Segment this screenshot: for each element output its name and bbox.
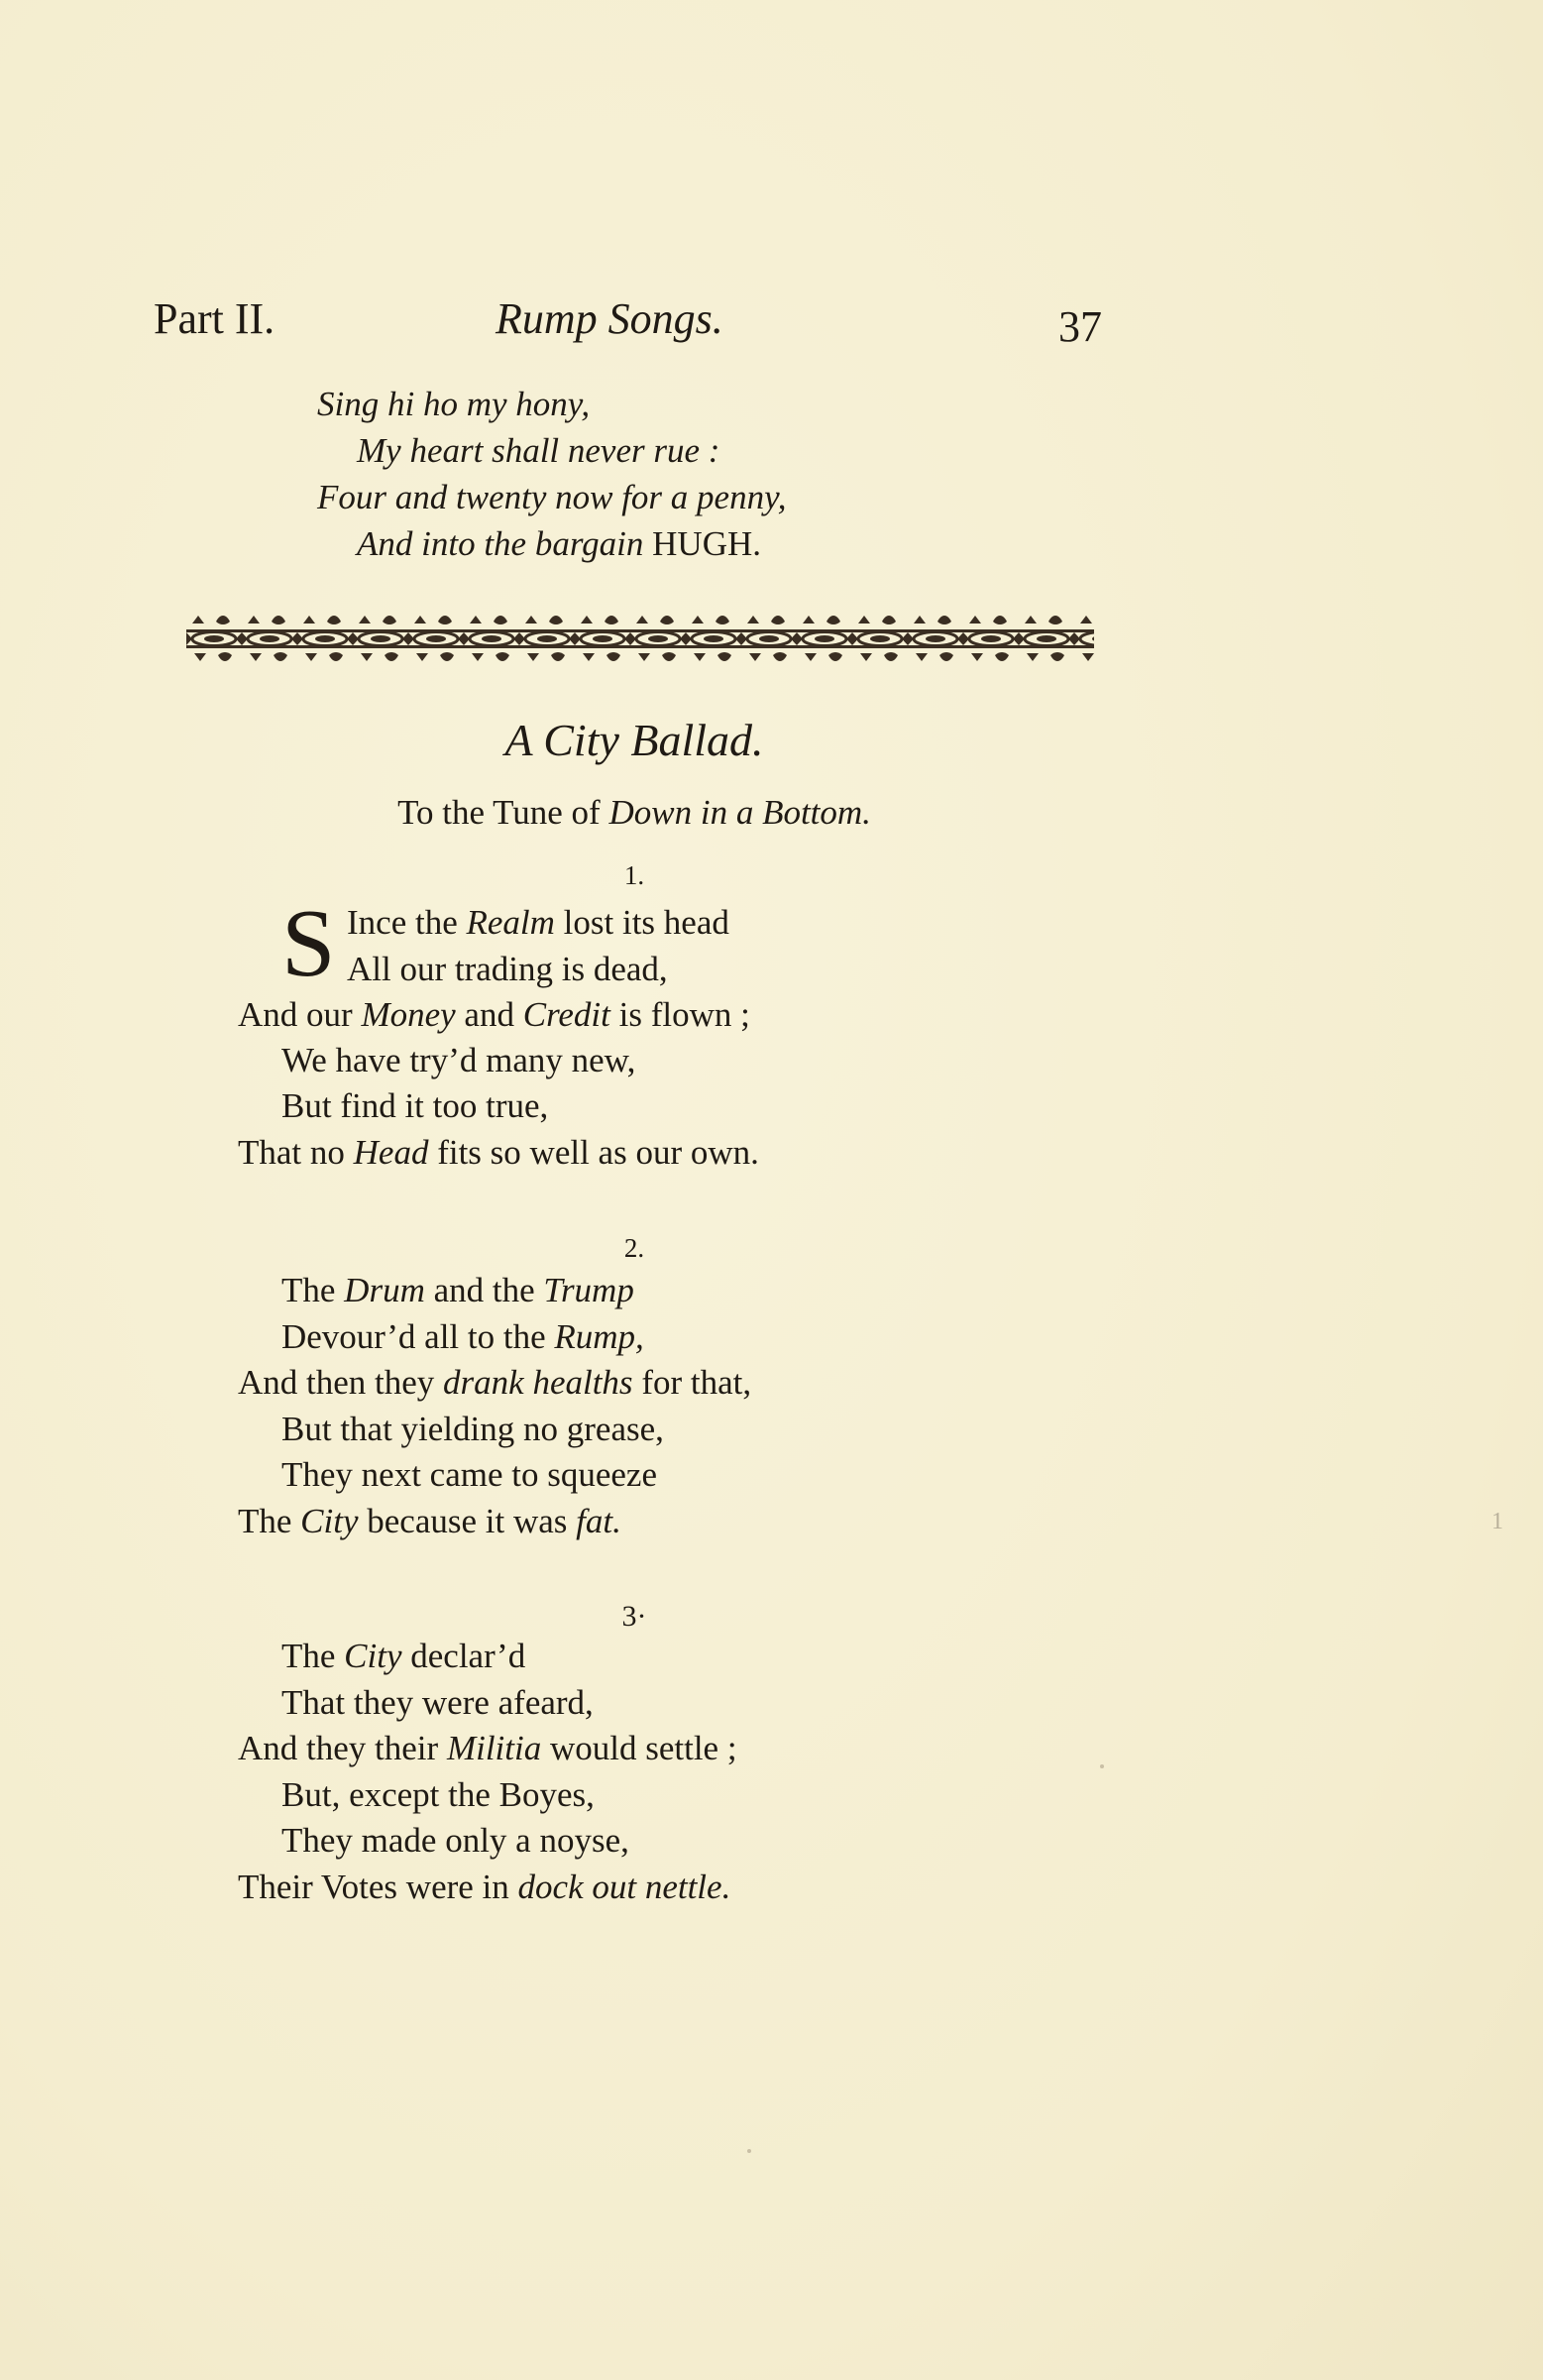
verse-line: Four and twenty now for a penny, <box>317 478 787 516</box>
italic-word: dock out nettle. <box>517 1868 731 1906</box>
italic-word: Trump <box>543 1271 634 1309</box>
text: Ince the <box>347 903 467 942</box>
paper-speck <box>1100 1764 1104 1768</box>
verse-line <box>281 1823 629 1858</box>
verse-line <box>238 1365 751 1400</box>
tune-line <box>0 793 1268 833</box>
page-number: 37 <box>1058 302 1102 351</box>
text: lost its head <box>554 903 729 942</box>
text: But that yielding no grease, <box>281 1410 664 1448</box>
part-label: Part II. <box>154 294 276 343</box>
text: They made only a noyse, <box>281 1821 629 1860</box>
text: and the <box>424 1271 544 1309</box>
stanza-number: 2. <box>623 1233 645 1263</box>
text: But, except the Boyes, <box>281 1775 595 1814</box>
verse-line: My heart shall never rue : <box>357 431 720 470</box>
text: declar’d <box>401 1637 526 1675</box>
text: The <box>238 1502 301 1540</box>
text: And they their <box>238 1729 447 1767</box>
text: is flown ; <box>609 995 750 1034</box>
verse-line <box>238 1135 759 1170</box>
text: They next came to squeeze <box>281 1455 657 1494</box>
verse-line <box>238 1504 621 1538</box>
tune-prefix: To the Tune of <box>397 793 609 832</box>
text: And our <box>238 995 362 1034</box>
text: and <box>455 995 523 1034</box>
italic-word: drank healths <box>443 1363 633 1402</box>
text: Their Votes were in <box>238 1868 518 1906</box>
verse-line <box>281 1043 635 1077</box>
ballad-title: A City Ballad. <box>504 715 764 765</box>
text: Devour’d all to the <box>281 1317 555 1356</box>
verse-line <box>281 1777 595 1812</box>
text: The <box>281 1271 345 1309</box>
text: would settle ; <box>541 1729 737 1767</box>
verse-line <box>281 1319 644 1354</box>
running-title: Rump Songs. <box>496 294 723 343</box>
paper-speck <box>747 2149 751 2153</box>
verse-line <box>281 1412 664 1446</box>
text: because it was <box>358 1502 577 1540</box>
italic-word: Realm <box>466 903 555 942</box>
italic-word: Head <box>353 1133 429 1172</box>
verse-line <box>357 526 761 561</box>
italic-word: City <box>300 1502 359 1540</box>
verse-line: Sing hi ho my hony, <box>317 385 591 423</box>
stanza-number: 1. <box>623 860 645 890</box>
text: We have try’d many new, <box>281 1041 636 1079</box>
italic-word: Drum <box>344 1271 425 1309</box>
verse-line <box>281 1273 634 1307</box>
text: for that, <box>632 1363 752 1402</box>
text: fits so well as our own. <box>428 1133 759 1172</box>
margin-mark: 1 <box>1491 1509 1503 1534</box>
text: And then they <box>238 1363 444 1402</box>
verse-line <box>281 1457 657 1492</box>
verse-line <box>281 1639 525 1673</box>
text: All our trading is dead, <box>347 950 668 988</box>
italic-word: City <box>344 1637 402 1675</box>
verse-line-caps: HUGH. <box>652 524 761 563</box>
verse-line <box>347 905 729 940</box>
italic-word: Rump, <box>554 1317 644 1356</box>
italic-word: Money <box>361 995 456 1034</box>
italic-word: Militia <box>446 1729 542 1767</box>
italic-word: fat. <box>576 1502 621 1540</box>
text: The <box>281 1637 345 1675</box>
verse-line <box>347 952 668 986</box>
verse-line <box>281 1685 594 1720</box>
text: That they were afeard, <box>281 1683 594 1722</box>
drop-cap: S <box>281 890 336 997</box>
italic-word: Credit <box>522 995 610 1034</box>
verse-line <box>281 1088 548 1123</box>
verse-line <box>238 1731 737 1765</box>
text: That no <box>238 1133 354 1172</box>
verse-line <box>238 997 750 1032</box>
tune-name: Down in a Bottom. <box>608 793 871 832</box>
stanza-number: 3· <box>621 1600 647 1633</box>
verse-line <box>238 1870 730 1904</box>
text: But find it too true, <box>281 1086 549 1125</box>
verse-line-italic: And into the bargain <box>357 524 653 563</box>
printers-ornament-band-icon <box>186 610 1094 667</box>
